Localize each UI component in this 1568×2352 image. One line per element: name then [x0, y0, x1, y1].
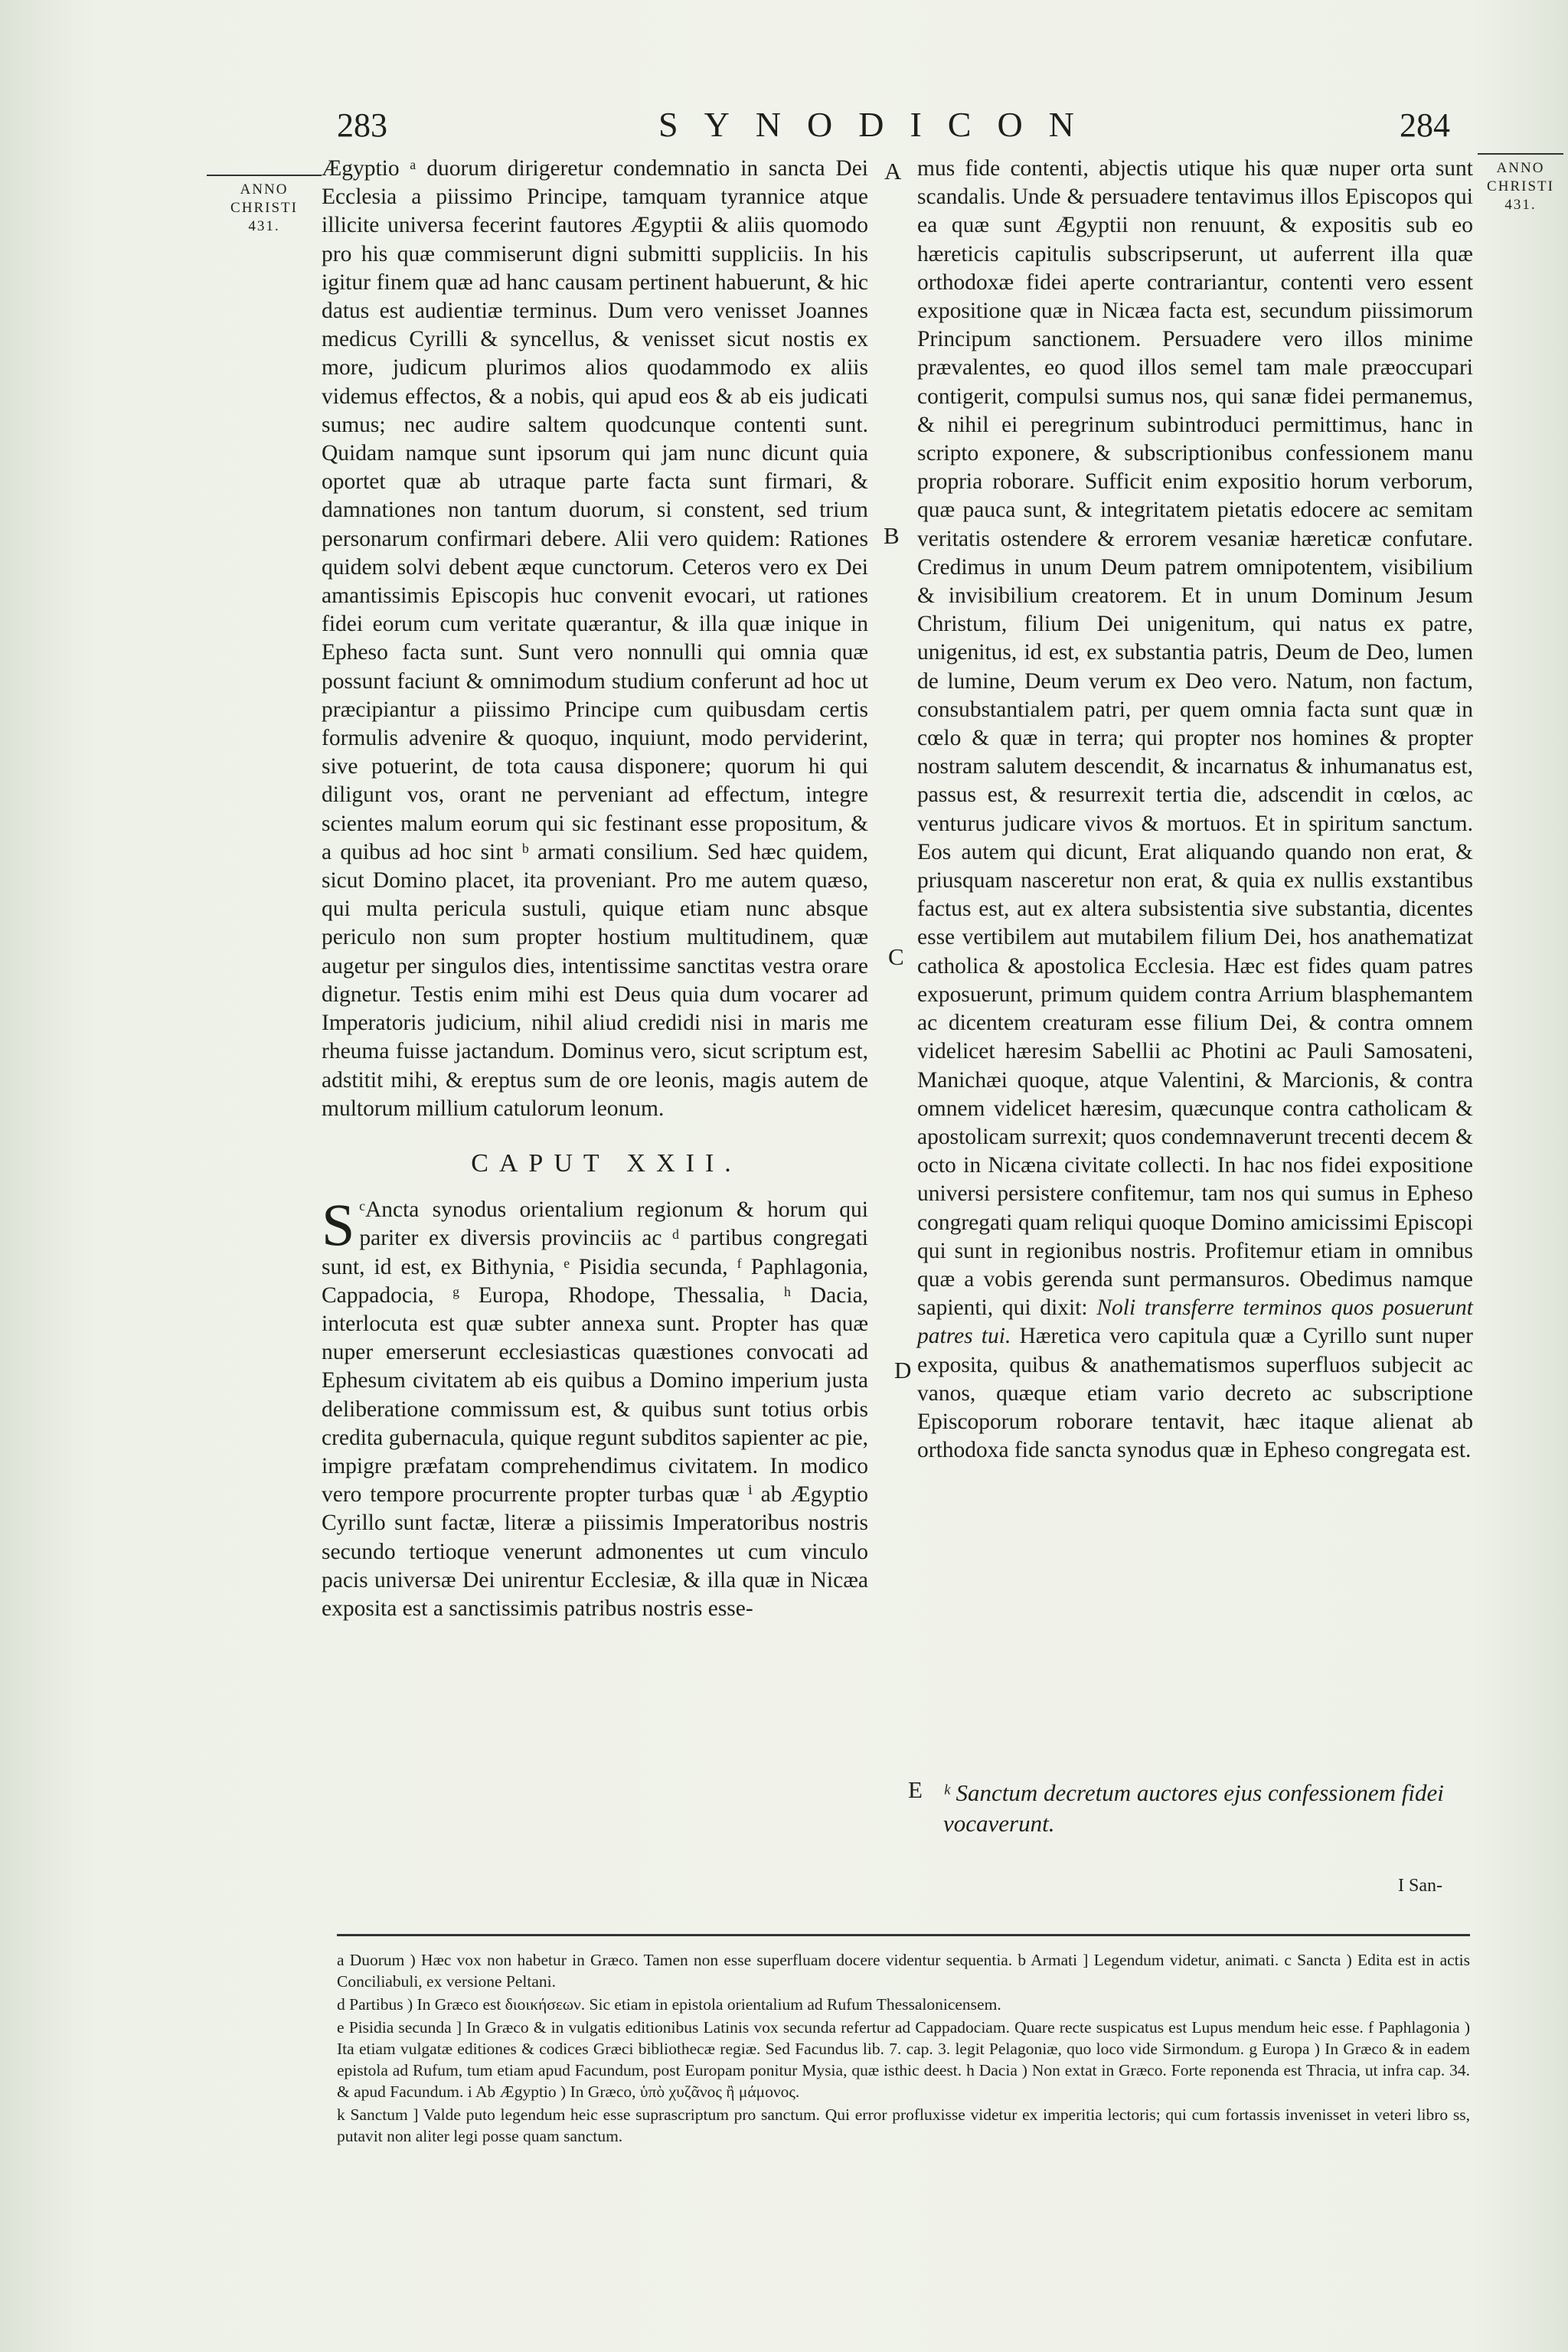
margin-letter-b: B — [884, 522, 900, 549]
scripture-quotation: Noli transferre terminos quos posuerunt patres tui. — [917, 1295, 1473, 1349]
footnote-divider — [337, 1934, 1470, 1936]
right-page-number: 284 — [1400, 106, 1450, 144]
footnote-line: e Pisidia secunda ] In Græco & in vulgatis editionibus Latinis vox secunda refertur ad Cappadociam. Quare recte suspicatus est Lupus mendum heic esse. f Paphlagonia ) Ita etiam vulgatæ editiones & codices Græci bibliothecæ regiæ. Sed Facundus lib. 7. cap. 3. legit Pelagoniæ, quo loco vide Sirmondum. g Europa ) In Græco & in eadem epistola ad Rufum, tum etiam apud Facundum, post Europam ponitur Mysia, quæ isthic deest. h Dacia ) Non extat in Græco. Forte reponenda est Thracia, ut infra cap. 34. & apud Facundum. i Ab Ægyptio ) In Græco, ὑπὸ χυζᾶνος ἢ μάμονος. — [337, 2018, 1470, 2101]
footnotes — [337, 1949, 1470, 2148]
right-paragraph-1-text: mus fide contenti, abjectis utique his quæ nuper orta sunt scandalis. Unde & persuadere tentavimus illos Episcopos qui ea quæ sunt Ægyptii non renuunt, & expositis sub eo hæreticis capitulis subscripserunt, ut auferrent illa quæ orthodoxæ fidei aperte contrariantur, contenti vero essent expositione quæ in Nicæa facta est, secundum piissimorum Principum sanctionem. Persuadere vero illos minime prævalentes, eo quod illos semel tam male præoccupari contigerit, compulsi sumus nos, qui sanæ fidei permanemus, & nihil ei peregrinum subintroduci permittimus, hanc in scripto exponere, & subscriptionibus confessionem manu propria roborare. Sufficit enim expositio horum verborum, quæ pauca sunt, & integritatem pietatis edocere ac semitam veritatis ostendere & errorem vesaniæ hæreticæ confutare. Credimus in unum Deum patrem omnipotentem, visibilium & invisibilium creatorem. Et in unum Dominum Jesum Christum, filium Dei unigenitum, qui natus ex patre, unigenitus, id est, ex substantia patris, Deum de Deo, lumen de lumine, Deum verum ex Deo vero. Natum, non factum, consubstantialem patri, per quem omnia facta sunt quæ in cœlo & quæ in terra; qui propter nos homines & propter nostram salutem descendit, & incarnatus & inhumanatus est, passus est, & resurrexit tertia die, adscendit in cœlos, ac venturus judicare vivos & mortuos. Et in spiritum sanctum. Eos autem qui dicunt, Erat aliquando quando non erat, & priusquam nasceretur non erat, & quia ex nullis exstantibus factus est, aut ex altera subsistentia sive substantia, dicentes esse vertibilem aut mutabilem filium Dei, hos anathematizat catholica & apostolica Ecclesia. Hæc est fides quam patres exposuerunt, primum quidem contra Arrium blasphemantem ac dicentem creaturam esse filium Dei, & contra omnem videlicet hæresim Sabellii ac Photini ac Pauli Samosateni, Manichæi quoque, atque Valentini, & Marcionis, & contra omnem videlicet hæresim, quæcunque contra catholicam & apostolicam surrexit; quos condemnaverunt trecenti decem & octo in Nicæna civitate collecti. In hac nos fidei expositione universi persistere confitemur, tam nos qui sumus in Epheso congregati quam reliqui quoque Domino amicissimi Episcopi qui sunt in regionibus nostris. Profitemur etiam in omnibus quæ a vobis gerenda sunt permansuros. Obedimus namque sapienti, qui dixit: — [917, 156, 1473, 1321]
anno-christi-right — [1478, 153, 1563, 214]
left-paragraph-2 — [322, 1191, 868, 1623]
margin-letter-d: D — [894, 1357, 912, 1383]
anno-rule — [207, 175, 322, 176]
footnote-line: a Duorum ) Hæc vox non habetur in Græco. Tamen non esse superfluam docere videntur sequentia. b Armati ] Legendum videtur, animati. c Sancta ) Edita est in actis Conciliabuli, ex versione Peltani. — [337, 1951, 1470, 1991]
left-page-number: 283 — [337, 106, 387, 144]
running-title: SYNODICON — [658, 105, 1100, 144]
right-paragraph-1 — [917, 155, 1473, 1465]
year-label: 431. — [248, 218, 280, 234]
anno-rule — [1478, 153, 1563, 155]
margin-letter-a: A — [884, 158, 902, 185]
catchword: I San- — [1398, 1876, 1442, 1896]
left-paragraph-1: Ægyptio ᵃ duorum dirigeretur condemnatio in sancta Dei Ecclesia a piissimo Principe, tamquam tyrannice atque illicite universa fecerint fautores Ægyptii & aliis quomodo pro his quæ commiserunt digni submitti suppliciis. In his igitur finem quæ ad hanc causam pertinent habuerunt, & hic datus est audientiæ terminus. Dum vero venisset Joannes medicus Cyrilli & syncellus, & venisset sicut nostis ex more, judicum plurimos alios quodammodo ex aliis videmus effectos, & a nobis, qui apud eos & ab eis judicati sumus; nec audire saltem quodcunque contenti sunt. Quidam namque sunt ipsorum qui jam nunc dicunt quia oportet quæ ab utraque parte facta sunt firmari, & damnationes non tantum duorum, si constent, sed trium personarum confirmari debere. Alii vero quidem: Rationes quidem solvi debent æque cunctorum. Ceteros vero ex Dei amantissimis Episcopis huc convenit evocari, ut rationes fidei eorum cum veritate quærantur, & illa quæ inique in Epheso facta sunt. Sunt vero nonnulli qui omnia quæ possunt faciunt & omnimodum studium conferunt ad hoc ut præcipiantur a piissimo Principe cum quibusdam certis formulis advenire & quoquo, inquiunt, modo perviderint, sive potuerint, de tota causa disponere; quorum hi qui diligunt vos, orant ne perveniant ad effectum, integre scientes malum eorum qui sic festinant esse propositum, & a quibus ad hoc sint ᵇ armati consilium. Sed hæc quidem, sicut Domino placet, ita proveniant. Pro me autem quæso, qui multa pericula sustuli, quique etiam nunc absque periculo non sum propter hostium multitudinem, quæ augetur per singulos dies, intentissime sanctitas vestra orare dignetur. Testis enim mihi est Deus quia dum vocarer ad Imperatoris judicium, nihil aliud credidi nisi in maris me rheuma fuisse jactandum. Dominus vero, sicut scriptum est, adstitit mihi, & ereptus sum de ore leonis, magis autem de multorum millium catulorum leonum. — [322, 156, 868, 1121]
left-paragraph-2-text: ᶜAncta synodus orientalium regionum & horum qui pariter ex diversis provinciis ac ᵈ partibus congregati sunt, id est, ex Bithynia, ᵉ Pisidia secunda, ᶠ Paphlagonia, Cappadocia, ᵍ Europa, Rhodope, Thessalia, ʰ Dacia, interlocuta est quæ subter annexa sunt. Propter has quæ nuper emerserunt ecclesiasticas quæstiones convocati ad Ephesum civitatem ab eis quibus a Domino imperium justa deliberatione commissum est, & quibus sunt totius orbis credita gubernacula, quique regunt subditos sapienter ac pie, impigre præfatam comprehendimus civitatem. In modico vero tempore procurrente propter turbas quæ ⁱ ab Ægyptio Cyrillo sunt factæ, literæ a piissimis Imperatoribus nostris secundo tertioque venerunt admonentes ut cum vinculo pacis universæ Dei unirentur Ecclesiæ, & illa quæ in Nicæa exposita est a sanctissimis patribus nostris esse- — [322, 1197, 868, 1621]
margin-letter-e: E — [908, 1776, 923, 1803]
year-label: 431. — [1504, 197, 1537, 213]
footnote-line: d Partibus ) In Græco est διοικήσεων. Sic etiam in epistola orientalium ad Rufum Thessalonicensem. — [337, 1995, 1001, 2014]
left-column — [322, 155, 868, 1623]
footnote-line: k Sanctum ] Valde puto legendum heic esse suprascriptum pro sanctum. Qui error profluxisse videtur ex imperitia lectoris; qui cum fortassis invenisset in veteri libro ss, putavit non aliter legi posse quam sanctum. — [337, 2105, 1470, 2145]
right-paragraph-1-end: Hæretica vero capitula quæ a Cyrillo sunt nuper exposita, quibus & anathematismos superfluos subjecit ac vanos, quæque etiam vario decreto ac subscriptione Episcoporum roborare tentavit, hæc itaque alienat ab orthodoxa fide sancta synodus quæ in Epheso congregata est. — [917, 1324, 1473, 1463]
drop-cap: S — [322, 1191, 355, 1259]
anno-christi-left — [207, 175, 322, 236]
right-column — [917, 155, 1473, 1465]
chapter-heading: CAPUT XXII. — [471, 1148, 742, 1178]
right-subnote: ᵏ Sanctum decretum auctores ejus confessionem fidei vocaverunt. — [943, 1779, 1444, 1837]
christi-label: CHRISTI — [1487, 178, 1554, 194]
christi-label: CHRISTI — [230, 200, 298, 216]
anno-label: ANNO — [240, 181, 289, 198]
margin-letter-c: C — [888, 943, 904, 970]
anno-label: ANNO — [1496, 160, 1545, 176]
